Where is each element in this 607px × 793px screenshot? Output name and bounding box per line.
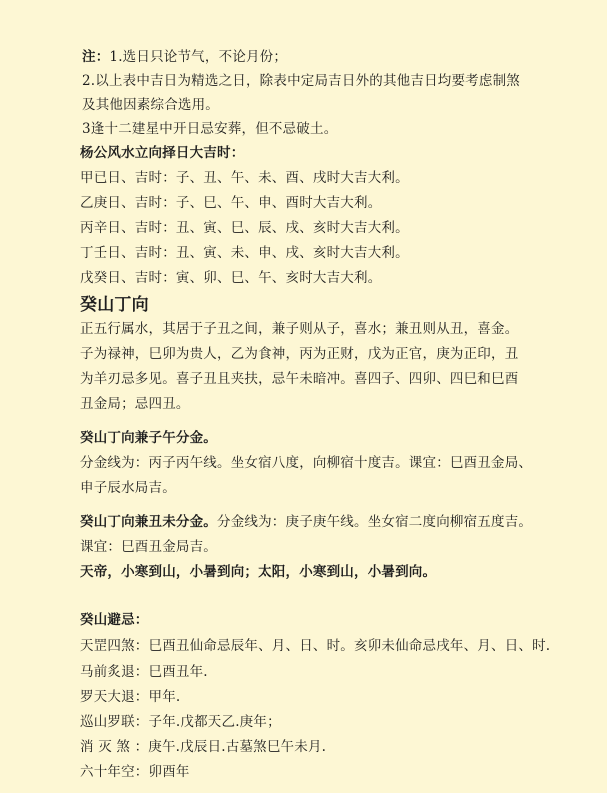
avoid-row-4: 巡山罗联：子年.戊都天乙.庚年； — [80, 714, 281, 730]
gui-sub2-line-2: 课宜：巳酉丑金局吉。 — [80, 539, 217, 555]
gui-para-1: 正五行属水，其居于子丑之间，兼子则从子，喜水；兼丑则从丑，喜金。 — [80, 321, 519, 337]
yang-row-4: 丁壬日、吉时：丑、寅、未、申、戌、亥时大吉大利。 — [80, 245, 409, 261]
yang-row-2: 乙庚日、吉时：子、巳、午、申、酉时大吉大利。 — [80, 195, 382, 211]
avoid-row-5: 消 灭 煞 ：庚午.戊辰日.古墓煞巳午未月. — [80, 739, 327, 755]
notes-line-1 — [82, 47, 287, 67]
yang-row-3: 丙辛日、吉时：丑、寅、巳、辰、戌、亥时大吉大利。 — [80, 220, 409, 236]
avoid-section-title: 癸山避忌： — [80, 612, 149, 628]
gui-sub2-inline: 分金线为：庚子庚午线。坐女宿二度向柳宿五度吉。 — [217, 514, 533, 530]
gui-sub1-line-1: 分金线为：丙子丙午线。坐女宿八度，向柳宿十度吉。课宜：巳酉丑金局、 — [80, 455, 533, 471]
avoid-row-1: 天罡四煞：巳酉丑仙命忌辰年、月、日、时。亥卯未仙命忌戌年、月、日、时. — [80, 638, 551, 654]
gui-sub1-title: 癸山丁向兼子午分金。 — [80, 430, 217, 446]
gui-section-title: 癸山丁向 — [80, 295, 149, 315]
notes-line-2b: 及其他因素综合选用。 — [82, 97, 219, 113]
gui-para-3: 为羊刃忌多见。喜子丑且夹扶，忌午未暗冲。喜四子、四卯、四巳和巳酉 — [80, 371, 519, 387]
yang-row-1: 甲已日、吉时：子、丑、午、未、酉、戌时大吉大利。 — [80, 170, 409, 186]
notes-text-1: 1.选日只论节气，不论月份； — [109, 49, 288, 65]
gui-para-4: 丑金局；忌四丑。 — [80, 396, 190, 412]
avoid-row-3: 罗天大退：甲年. — [80, 689, 181, 705]
yang-section-title: 杨公风水立向择日大吉时： — [80, 145, 245, 161]
avoid-row-6: 六十年空：卯酉年 — [80, 764, 190, 780]
notes-label: 注： — [82, 49, 110, 65]
gui-para-2: 子为禄神，巳卯为贵人，乙为食神，丙为正财，戊为正官，庚为正印，丑 — [80, 346, 519, 362]
notes-line-2: 2.以上表中吉日为精选之日，除表中定局吉日外的其他吉日均要考虑制煞 — [82, 73, 520, 89]
gui-tiandi-line: 天帝，小寒到山，小暑到向；太阳，小寒到山，小暑到向。 — [80, 564, 437, 580]
avoid-row-2: 马前炙退：巳酉丑年. — [80, 664, 208, 680]
gui-sub2-title: 癸山丁向兼丑未分金。 — [80, 514, 217, 530]
yang-row-5: 戊癸日、吉时：寅、卯、巳、午、亥时大吉大利。 — [80, 270, 382, 286]
notes-line-3: 3逢十二建星中开日忌安葬，但不忌破土。 — [82, 121, 338, 137]
gui-sub2-line-1 — [80, 512, 532, 532]
gui-sub1-line-2: 申子辰水局吉。 — [80, 480, 176, 496]
